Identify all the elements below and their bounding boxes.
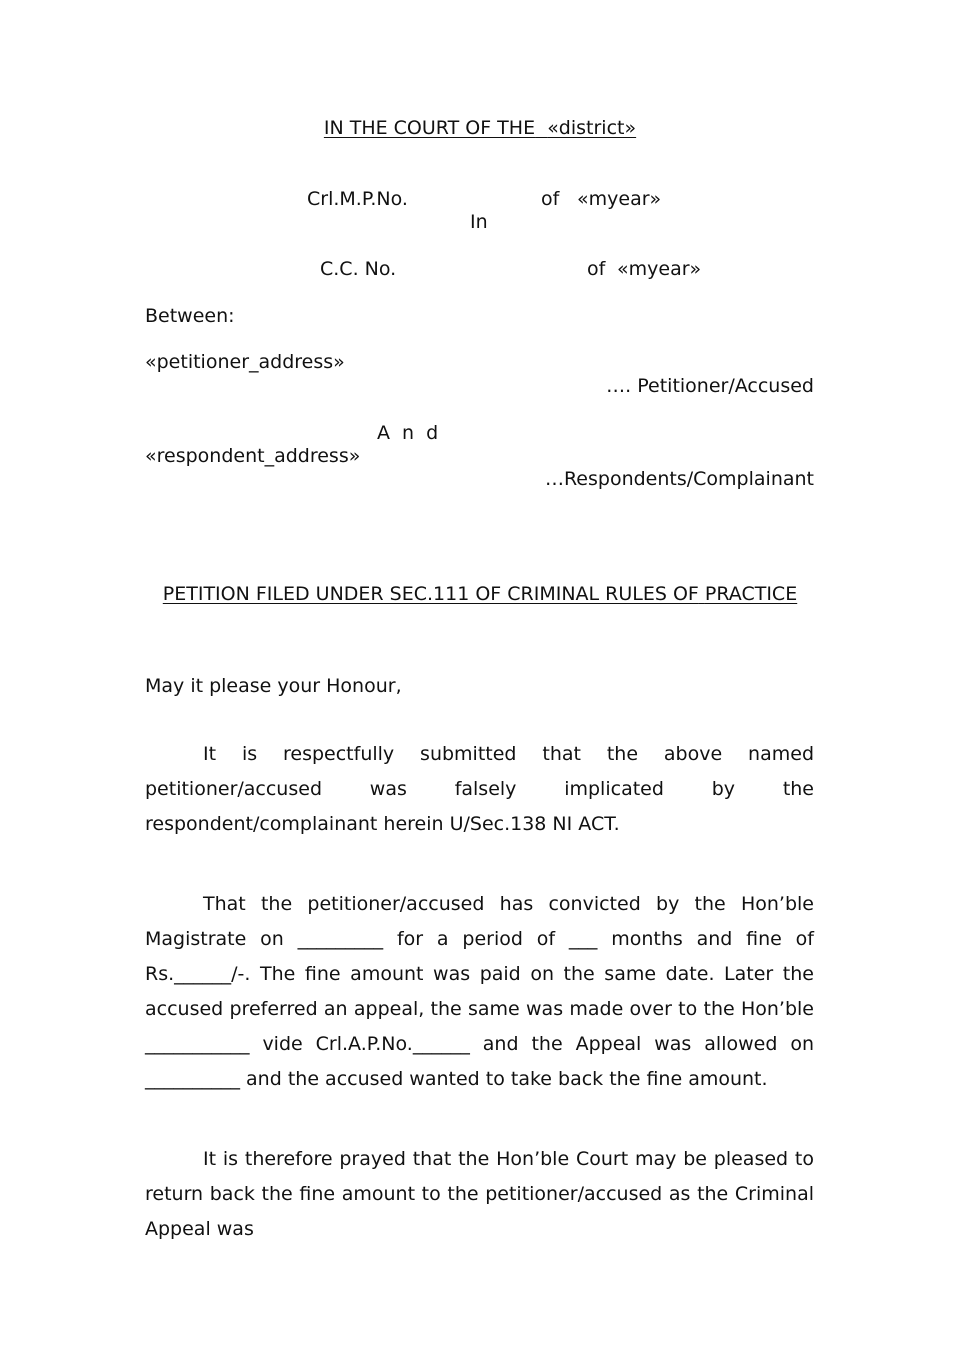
year-field-1: «myear» [577, 188, 662, 210]
petitioner-address-field: «petitioner_address» [145, 351, 345, 373]
petition-title-main: PETITION FILED UNDER SEC.111 OF CRIMINAL RULES OF [162, 583, 699, 605]
court-heading [0, 116, 960, 140]
in-label: In [470, 211, 488, 233]
and-label: A n d [377, 422, 442, 444]
cc-label: C.C. No. [320, 258, 397, 280]
paragraph-2 [145, 887, 814, 1097]
petitioner-role: …. Petitioner/Accused [606, 375, 814, 397]
paragraph-3 [145, 1142, 814, 1247]
of-label-2: of [587, 258, 606, 280]
paragraph-1-text: It is respectfully submitted that the above named petitioner/accused was falsely implicated by the respondent/complainant herein U/Sec.138 NI ACT. [145, 743, 814, 835]
paragraph-1 [145, 737, 814, 842]
paragraph-3-text: It is therefore prayed that the Hon’ble Court may be pleased to return back the fine amount to the petitioner/accused as the Criminal Appeal was [145, 1148, 814, 1240]
salutation: May it please your Honour, [145, 675, 402, 697]
crl-mp-label: Crl.M.P.No. [307, 188, 408, 210]
respondent-address-field: «respondent_address» [145, 445, 361, 467]
court-prefix: IN THE COURT OF THE [323, 117, 536, 139]
district-field: «district» [547, 117, 637, 139]
petition-title-last-word: PRACTICE [704, 583, 798, 605]
petition-title [0, 582, 960, 606]
respondent-role: …Respondents/Complainant [544, 468, 814, 490]
paragraph-2-text: That the petitioner/accused has convicted by the Hon’ble Magistrate on _________ for a period of ___ months and fine of Rs.______/-. The fine amount was paid on the same date. Later the accused preferred an appeal, the same was made over to the Hon’ble ___________ vide Crl.A.P.No.______ and the Appeal was allowed on __________ and the accused wanted to take back the fine amount. [145, 893, 814, 1090]
year-field-2: «myear» [617, 258, 702, 280]
between-label: Between: [145, 305, 235, 327]
of-label-1: of [541, 188, 560, 210]
